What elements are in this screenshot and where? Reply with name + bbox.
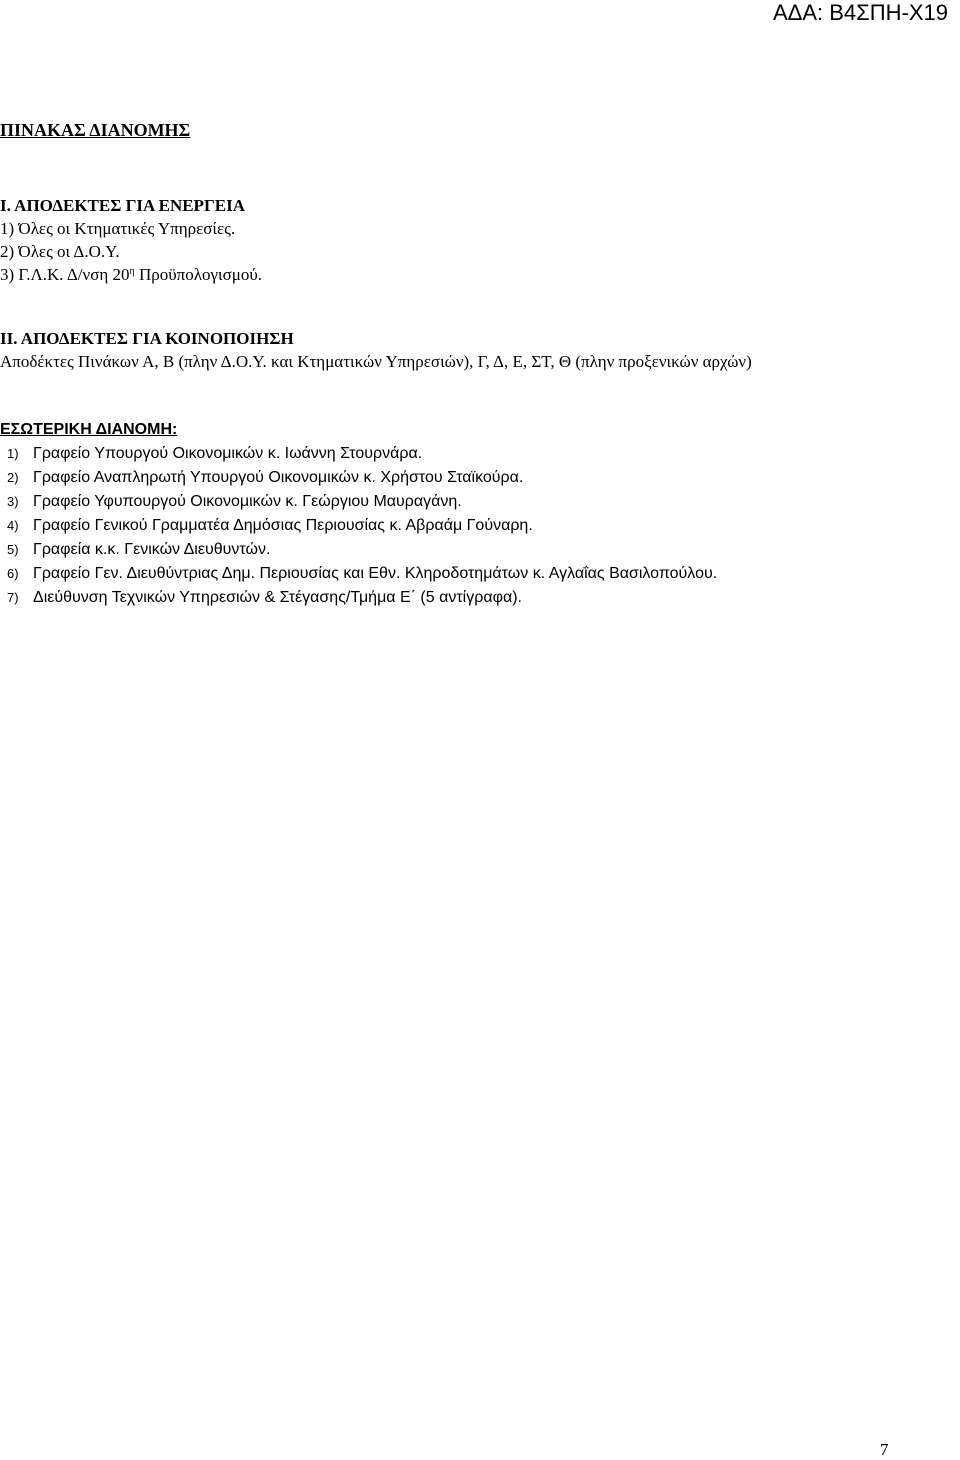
list-item [0,490,717,514]
internal-distribution-heading: ΕΣΩΤΕΡΙΚΗ ΔΙΑΝΟΜΗ: [0,421,178,438]
notification-recipients-heading: ΙΙ. ΑΠΟΔΕΚΤΕΣ ΓΙΑ ΚΟΙΝΟΠΟΙΗΣΗ [0,329,294,348]
action-recipient-item-3-before: 3) Γ.Λ.Κ. Δ/νση 20 [0,265,130,284]
notification-recipients-section [0,327,900,373]
list-item [0,466,717,490]
list-item-number: 4) [7,518,19,533]
list-item-number: 1) [7,446,19,461]
action-recipients-heading: Ι. ΑΠΟΔΕΚΤΕΣ ΓΙΑ ΕΝΕΡΓΕΙΑ [0,196,245,215]
list-item [0,442,717,466]
superscript-eta: η [129,266,135,277]
notification-recipients-text: Αποδέκτες Πινάκων Α, Β (πλην Δ.Ο.Υ. και Κτηματικών Υπηρεσιών), Γ, Δ, Ε, ΣΤ, Θ (πλην προξενικών αρχών) [0,352,752,371]
page-number: 7 [880,1440,889,1459]
list-item [0,586,717,610]
list-item-text: Γραφείο Γενικού Γραμματέα Δημόσιας Περιουσίας κ. Αβραάμ Γούναρη. [33,517,533,534]
list-item-text: Γραφεία κ.κ. Γενικών Διευθυντών. [33,541,271,558]
action-recipients-section [0,194,262,286]
internal-distribution-list [0,442,717,610]
list-item-number: 2) [7,470,19,485]
list-item [0,514,717,538]
list-item-text: Γραφείο Αναπληρωτή Υπουργού Οικονομικών κ. Χρήστου Σταϊκούρα. [33,469,524,486]
list-item-number: 5) [7,542,19,557]
list-item [0,538,717,562]
document-title: ΠΙΝΑΚΑΣ ΔΙΑΝΟΜΗΣ [0,120,191,140]
action-recipient-item-3-after: Προϋπολογισμού. [134,265,263,284]
list-item-number: 6) [7,566,19,581]
list-item-text: Γραφείο Υφυπουργού Οικονομικών κ. Γεώργιου Μαυραγάνη. [33,493,462,510]
ada-code-header: ΑΔΑ: Β4ΣΠΗ-Χ19 [772,0,948,25]
list-item-text: Γραφείο Υπουργού Οικονομικών κ. Ιωάννη Στουρνάρα. [33,445,423,462]
list-item-text: Γραφείο Γεν. Διευθύντριας Δημ. Περιουσίας και Εθν. Κληροδοτημάτων κ. Αγλαΐας Βασιλοπούλου. [33,565,718,582]
action-recipient-item: 1) Όλες οι Κτηματικές Υπηρεσίες. [0,219,236,238]
action-recipient-item: 2) Όλες οι Δ.Ο.Υ. [0,242,120,261]
list-item [0,562,717,586]
internal-distribution-section [0,418,717,610]
list-item-number: 7) [7,590,19,605]
list-item-text: Διεύθυνση Τεχνικών Υπηρεσιών & Στέγασης/Τμήμα Ε΄ (5 αντίγραφα). [33,589,522,606]
list-item-number: 3) [7,494,19,509]
action-recipient-item [0,263,262,286]
